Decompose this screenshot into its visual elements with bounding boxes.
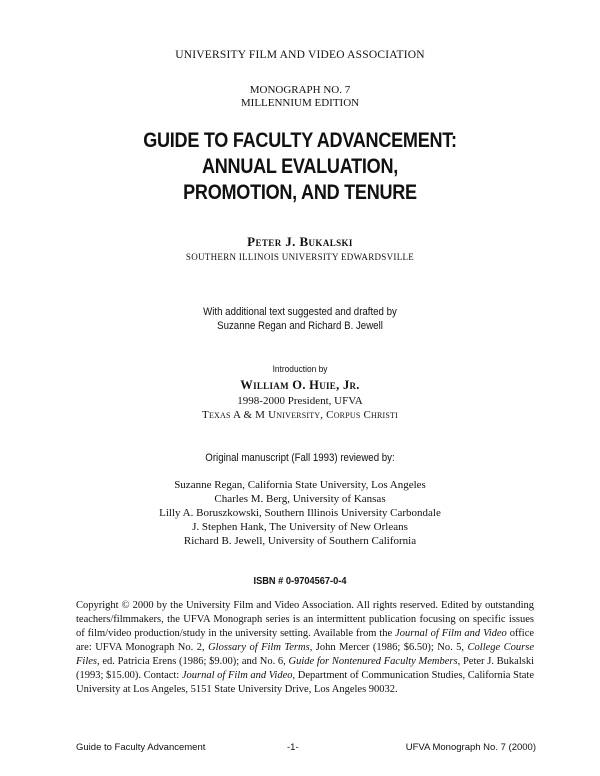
course-files-title: College Course Files — [76, 642, 534, 667]
document-title — [42, 128, 558, 206]
reviewer-list — [0, 478, 600, 548]
edition-label: MILLENNIUM EDITION — [240, 97, 360, 109]
page-number: -1- — [287, 742, 299, 753]
glossary-title: Glossary of Film Terms — [208, 642, 310, 653]
footer-series: UFVA Monograph No. 7 (2000) — [405, 742, 536, 753]
nontenured-guide-title: Guide for Nontenured Faculty Members — [288, 656, 458, 667]
footer-title: Guide to Faculty Advancement — [76, 742, 206, 753]
copyright-text: , Peter J. Bukalski (1993; $15.00). Contact: — [76, 656, 534, 681]
monograph-block — [0, 84, 600, 110]
introduction-label: Introduction by — [272, 364, 328, 375]
additional-line-1: With additional text suggested and drafted by — [203, 306, 397, 318]
introduction-affiliation: Texas A & M University, Corpus Christi — [202, 409, 398, 421]
copyright-text: , John Mercer (1986; $6.50); No. 5, — [309, 642, 468, 653]
reviewer-item: Suzanne Regan, California State University, Los Angeles — [174, 479, 426, 491]
reviewer-item: Charles M. Berg, University of Kansas — [214, 493, 386, 505]
author-name: Peter J. Bukalski — [247, 234, 353, 249]
copyright-paragraph — [76, 599, 534, 697]
introduction-author: William O. Huie, Jr. — [240, 378, 360, 392]
reviewer-item: J. Stephen Hank, The University of New Orleans — [192, 521, 408, 533]
title-line-3: PROMOTION, AND TENURE — [183, 181, 417, 204]
journal-title: Journal of Film and Video — [395, 628, 507, 639]
organization-name: UNIVERSITY FILM AND VIDEO ASSOCIATION — [175, 49, 425, 61]
additional-text-credit — [36, 305, 564, 333]
copyright-text: , ed. Patricia Erens (1986; $9.00); and No. 6, — [97, 656, 289, 667]
reviewed-label: Original manuscript (Fall 1993) reviewed by: — [205, 452, 395, 464]
copyright-text: office are: UFVA Monograph No. 2, — [76, 628, 535, 653]
monograph-number: MONOGRAPH NO. 7 — [249, 84, 351, 96]
copyright-text: , Department of Communication Studies, California State University at Los Angeles, 5151 State University Drive, Los Angeles 90032. — [76, 670, 534, 695]
reviewer-item: Richard B. Jewell, University of Southern California — [183, 535, 417, 547]
copyright-text: Copyright © 2000 by the University Film and Video Association. All rights reserved. Edited by outstanding teachers/filmmakers, the UFVA Monograph series is an intermittent publication focusing on specific issues of film/video production/study in the university setting. Available from the — [76, 600, 534, 639]
journal-title: Journal of Film and Video — [181, 670, 293, 681]
introduction-role: 1998-2000 President, UFVA — [237, 395, 363, 407]
author-affiliation: SOUTHERN ILLINOIS UNIVERSITY EDWARDSVILLE — [185, 252, 415, 262]
isbn-number: ISBN # 0-9704567-0-4 — [253, 575, 347, 587]
title-line-1: GUIDE TO FACULTY ADVANCEMENT: — [143, 129, 457, 152]
title-line-2: ANNUAL EVALUATION, — [201, 155, 399, 178]
reviewer-item: Lilly A. Boruszkowski, Southern Illinois University Carbondale — [159, 507, 441, 519]
additional-line-2: Suzanne Regan and Richard B. Jewell — [217, 320, 383, 332]
